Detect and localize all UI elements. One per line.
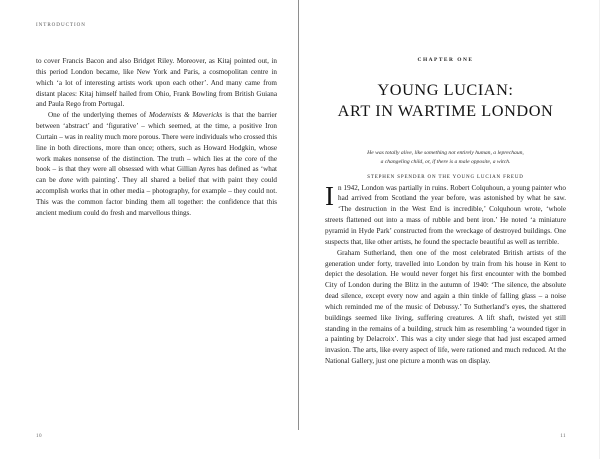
page-number-left: 10 (36, 433, 42, 439)
paragraph-with-dropcap (325, 180, 566, 248)
paragraph-text-part: is that the barrier between ‘abstract’ and ‘figurative’ – which seemed, at the time, a positive Iron Curtain – was in reality much more porous. There were individuals who crossed this line in both directions, more than once; others, such as Howard Hodgkin, whose work makes nonsense of the distinction. The truth – which lies at the core of the book – is that they were all obsessed with what Gillian Ayres has defined as ‘what can be (36, 111, 278, 185)
paragraph: to cover Francis Bacon and also Bridget Riley. Moreover, as Kitaj pointed out, in this period London became, like New York and Paris, a cosmopolitan centre in which ‘a lot of interesting artists work upon each other’. And many came from distant places: Kitaj himself hailed from Ohio, Frank Bowling from British Guiana and Paula Rego from Portugal. (36, 57, 277, 109)
gutter-divider (298, 0, 299, 430)
paragraph (36, 110, 277, 218)
chapter-title-line-1: YOUNG LUCIAN: (377, 80, 514, 99)
paragraph-text-part: with painting’. They all shared a belief that with paint they could accomplish works that in other media – photography, for example – they could not. This was the common factor binding them all together: the confidence that this ancient medium could do fresh and marvellous things. (36, 176, 277, 217)
left-page (0, 0, 299, 459)
epigraph-line-2: a changeling child, or, if there is a male opposite, a witch. (380, 159, 511, 166)
right-page (299, 0, 598, 459)
right-page-text-column (325, 180, 566, 367)
page-number-right: 11 (560, 433, 566, 439)
paragraph: Graham Sutherland, then one of the most celebrated British artists of the generation under forty, travelled into London by train from his house in Kent to depict the desolation. He would never forget his first encounter with the bombed City of London during the Blitz in the autumn of 1940: ‘The silence, the absolute dead silence, except every now and again a thin tinkle of falling glass – a noise which reminded me of the music of Debussy.’ To Sutherland’s eyes, the shattered buildings seemed like living, suffering creatures. A lift shaft, twisted yet still standing in the remains of a building, struck him as resembling ‘a wounded tiger in a painting by Delacroix’. This was a city under siege that had just escaped armed invasion. The arts, like every aspect of life, were rationed and much reduced. At the National Gallery, just one picture a month was on display. (325, 248, 566, 366)
epigraph-line-1: He was totally alive, like something not entirely human, a leprechaun, (367, 150, 524, 156)
italic-emphasis: done (59, 176, 73, 185)
chapter-label: CHAPTER ONE (417, 57, 474, 63)
chapter-title (325, 80, 566, 121)
chapter-title-line-2: ART IN WARTIME LONDON (337, 100, 554, 120)
epigraph (342, 149, 550, 183)
running-head: INTRODUCTION (36, 22, 86, 28)
epigraph-attribution: STEPHEN SPENDER ON THE YOUNG LUCIAN FREUD (367, 175, 524, 181)
paragraph-text: n 1942, London was partially in ruins. Robert Colquhoun, a young painter who had arrived from Scotland the year before, was astonished by what he saw. ‘The destruction in the West End is incredible,’ Colquhoun wrote, ‘whole streets flattened out into a mass of rubble and bent iron.’ He noted ‘a miniature pyramid in Hyde Park’ constructed from the wreckage of destroyed buildings. One suspects that, like other artists, he found the spectacle beautiful as well as terrible. (325, 183, 566, 246)
drop-cap: I (325, 180, 334, 211)
left-page-text-column (36, 56, 277, 219)
italic-title: Modernists & Mavericks (149, 111, 223, 120)
paragraph-text-part: One of the underlying themes of (48, 111, 150, 120)
